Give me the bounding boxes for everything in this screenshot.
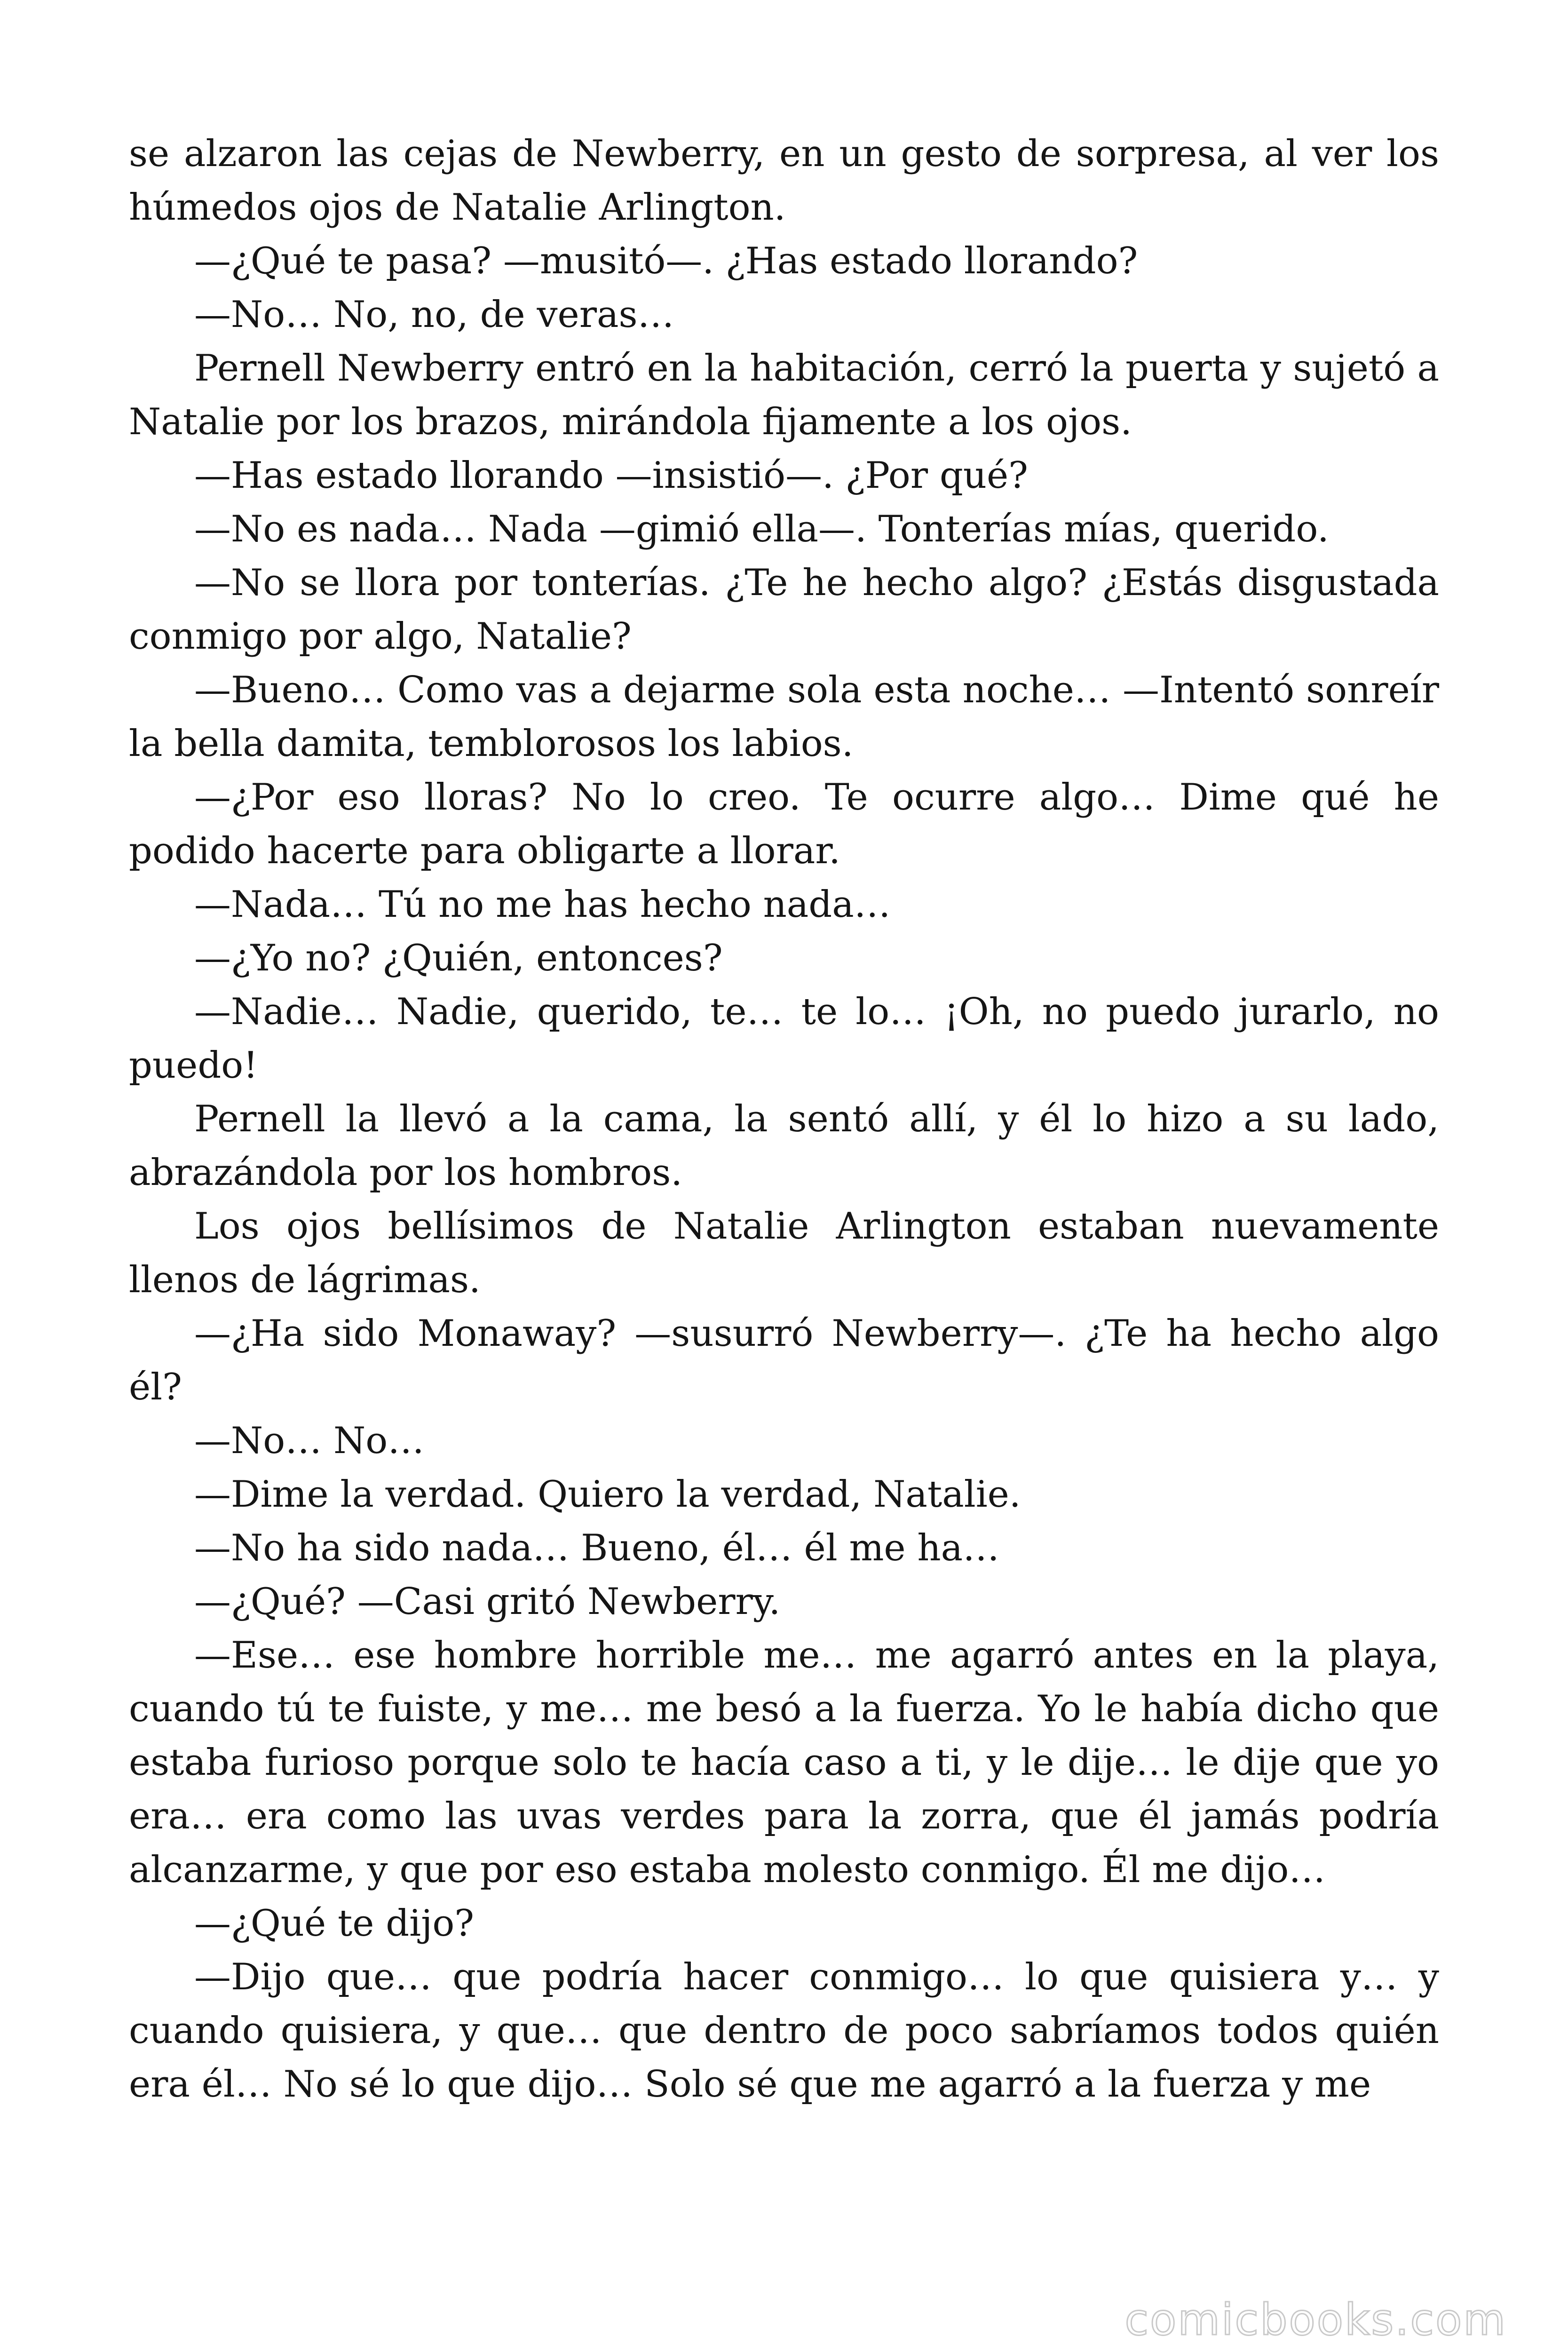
- paragraph-16: —No… No…: [194, 1420, 425, 1462]
- paragraph-7: —No se llora por tonterías. ¿Te he hecho algo? ¿Estás disgustada conmigo por algo, Natalie?: [129, 562, 1439, 658]
- paragraph-17: —Dime la verdad. Quiero la verdad, Natalie.: [194, 1473, 1021, 1516]
- paragraph-15: —¿Ha sido Monaway? —susurró Newberry—. ¿Te ha hecho algo él?: [129, 1312, 1439, 1408]
- paragraph-19: —¿Qué? —Casi gritó Newberry.: [194, 1581, 781, 1623]
- paragraph-1: se alzaron las cejas de Newberry, en un gesto de sorpresa, al ver los húmedos ojos de Natalie Arlington.: [129, 133, 1439, 229]
- paragraph-21: —¿Qué te dijo?: [194, 1902, 475, 1945]
- page-text: [129, 127, 1439, 2111]
- paragraph-22: —Dijo que… que podría hacer conmigo… lo que quisiera y… y cuando quisiera, y que… que dentro de poco sabríamos todos quién era él… No sé lo que dijo… Solo sé que me agarró a la fuerza y me: [129, 1956, 1439, 2106]
- paragraph-12: —Nadie… Nadie, querido, te… te lo… ¡Oh, no puedo jurarlo, no puedo!: [129, 991, 1439, 1087]
- paragraph-14: Los ojos bellísimos de Natalie Arlington estaban nuevamente llenos de lágrimas.: [129, 1205, 1439, 1301]
- paragraph-11: —¿Yo no? ¿Quién, entonces?: [194, 937, 723, 979]
- paragraph-8: —Bueno… Como vas a dejarme sola esta noche… —Intentó sonreír la bella damita, temblorosos los labios.: [129, 669, 1439, 765]
- paragraph-13: Pernell la llevó a la cama, la sentó allí, y él lo hizo a su lado, abrazándola por los hombros.: [129, 1098, 1439, 1194]
- paragraph-3: —No… No, no, de veras…: [194, 294, 674, 336]
- paragraph-6: —No es nada… Nada —gimió ella—. Tonterías mías, querido.: [194, 508, 1329, 550]
- paragraph-2: —¿Qué te pasa? —musitó—. ¿Has estado llorando?: [194, 240, 1138, 282]
- paragraph-9: —¿Por eso lloras? No lo creo. Te ocurre algo… Dime qué he podido hacerte para obligarte a llorar.: [129, 776, 1439, 872]
- paragraph-20: —Ese… ese hombre horrible me… me agarró antes en la playa, cuando tú te fuiste, y me… me besó a la fuerza. Yo le había dicho que estaba furioso porque solo te hacía caso a ti, y le dije… le dije que yo era… era como las uvas verdes para la zorra, que él jamás podría alcanzarme, y que por eso estaba molesto conmigo. Él me dijo…: [129, 1634, 1439, 1891]
- paragraph-4: Pernell Newberry entró en la habitación, cerró la puerta y sujetó a Natalie por los brazos, mirándola fijamente a los ojos.: [129, 347, 1439, 443]
- watermark-text: comicbooks.com: [1125, 2295, 1507, 2345]
- paragraph-5: —Has estado llorando —insistió—. ¿Por qué?: [194, 454, 1028, 497]
- paragraph-10: —Nada… Tú no me has hecho nada…: [194, 883, 891, 926]
- paragraph-18: —No ha sido nada… Bueno, él… él me ha…: [194, 1527, 1000, 1569]
